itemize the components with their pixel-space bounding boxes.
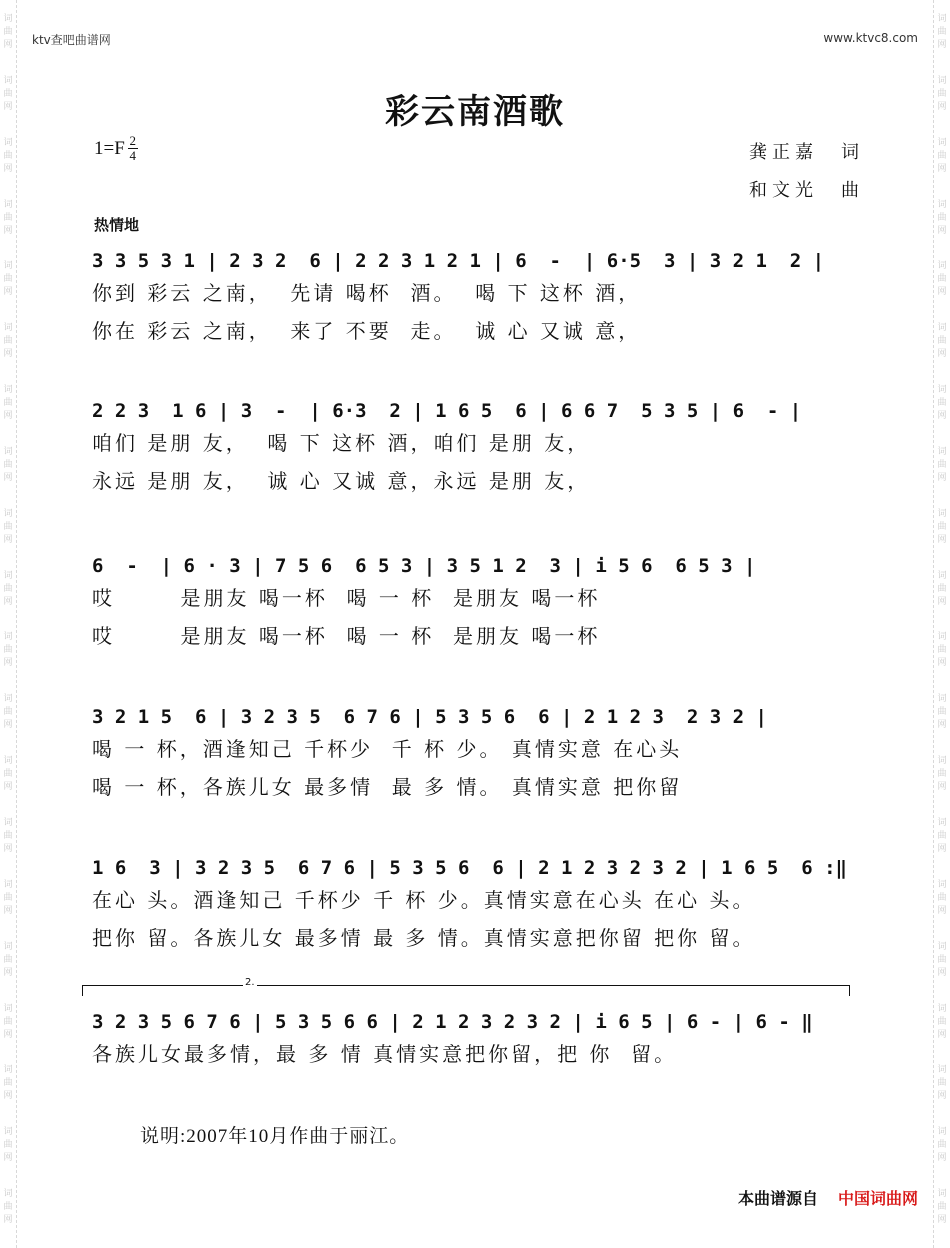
watermark-glyph: 曲 — [937, 645, 947, 656]
watermark-glyph: 网 — [3, 349, 13, 360]
watermark-glyph: 网 — [3, 225, 13, 236]
watermark-glyph: 词 — [3, 137, 13, 148]
watermark-glyph: 词 — [937, 137, 947, 148]
watermark-glyph: 词 — [3, 1003, 13, 1014]
melody-line: 3 2 1 5 6 | 3 2 3 5 6 7 6 | 5 3 5 6 6 | 2 1 2 3 2 3 2 | — [92, 706, 767, 728]
watermark-glyph: 曲 — [3, 1078, 13, 1089]
lyric-verse-2: 喝 一 杯，各族儿女 最多情 最 多 情。 真情实意 把你留 — [92, 774, 683, 799]
watermark-glyph: 曲 — [3, 1016, 13, 1027]
watermark-glyph: 词 — [937, 941, 947, 952]
watermark-glyph: 曲 — [3, 150, 13, 161]
lyric-verse-1: 你到 彩云 之南， 先请 喝杯 酒。 喝 下 这杯 酒， — [92, 280, 642, 305]
lyric-verse-2: 哎 是朋友 喝一杯 喝 一 杯 是朋友 喝一杯 — [92, 623, 601, 648]
watermark-glyph: 曲 — [3, 1202, 13, 1213]
watermark-glyph: 曲 — [937, 274, 947, 285]
watermark-glyph: 曲 — [3, 892, 13, 903]
watermark-glyph: 词 — [3, 323, 13, 334]
watermark-glyph: 词 — [3, 261, 13, 272]
watermark-glyph: 词 — [3, 941, 13, 952]
watermark-glyph: 词 — [3, 817, 13, 828]
watermark-glyph: 曲 — [3, 645, 13, 656]
watermark-glyph: 词 — [937, 632, 947, 643]
lyricist-credit: 龚正嘉 词 — [749, 142, 864, 162]
time-denominator: 4 — [129, 148, 137, 163]
watermark-glyph: 网 — [3, 967, 13, 978]
watermark-glyph: 曲 — [3, 521, 13, 532]
lyric-verse-2: 你在 彩云 之南， 来了 不要 走。 诚 心 又诚 意， — [92, 318, 642, 343]
watermark-glyph: 网 — [3, 658, 13, 669]
watermark-glyph: 网 — [937, 1029, 947, 1040]
key-signature — [94, 134, 138, 163]
watermark-glyph: 曲 — [3, 212, 13, 223]
watermark-glyph: 曲 — [937, 1140, 947, 1151]
lyric-verse-1: 在心 头。酒逢知己 千杯少 千 杯 少。真情实意在心头 在心 头。 — [92, 887, 756, 912]
watermark-glyph: 曲 — [937, 1016, 947, 1027]
watermark-glyph: 网 — [3, 1091, 13, 1102]
watermark-glyph: 曲 — [937, 583, 947, 594]
watermark-glyph: 词 — [3, 1189, 13, 1200]
song-title: 彩云南酒歌 — [385, 92, 565, 132]
watermark-glyph: 曲 — [3, 274, 13, 285]
watermark-glyph: 网 — [3, 905, 13, 916]
watermark-glyph: 曲 — [3, 398, 13, 409]
lyric-verse-1: 咱们 是朋 友， 喝 下 这杯 酒，咱们 是朋 友， — [92, 430, 591, 455]
header-site-left[interactable]: ktv查吧曲谱网 — [32, 33, 111, 47]
melody-line: 2 2 3 1 6 | 3 - | 6·3 2 | 1 6 5 6 | 6 6 7 5 3 5 | 6 - | — [92, 400, 802, 422]
watermark-glyph: 网 — [937, 658, 947, 669]
watermark-glyph: 词 — [937, 756, 947, 767]
time-numerator: 2 — [129, 133, 137, 148]
watermark-glyph: 曲 — [937, 830, 947, 841]
footer-site-link[interactable]: 中国词曲网 — [837, 1189, 918, 1208]
watermark-glyph: 曲 — [937, 27, 947, 37]
watermark-glyph: 网 — [937, 1153, 947, 1164]
watermark-glyph: 网 — [937, 967, 947, 978]
watermark-glyph: 曲 — [3, 583, 13, 594]
lyric-verse-2: 把你 留。各族儿女 最多情 最 多 情。真情实意把你留 把你 留。 — [92, 925, 756, 950]
watermark-glyph: 曲 — [937, 398, 947, 409]
watermark-glyph: 词 — [3, 1065, 13, 1076]
watermark-glyph: 网 — [937, 1091, 947, 1102]
watermark-glyph: 曲 — [937, 892, 947, 903]
watermark-glyph: 词 — [3, 385, 13, 396]
watermark-glyph: 曲 — [3, 830, 13, 841]
watermark-glyph: 网 — [3, 1153, 13, 1164]
score-system-1 — [92, 238, 862, 348]
melody-line: 1 6 3 | 3 2 3 5 6 7 6 | 5 3 5 6 6 | 2 1 2 3 2 3 2 | 1 6 5 6 :‖ — [92, 857, 847, 879]
watermark-glyph: 词 — [937, 323, 947, 334]
watermark-glyph: 网 — [937, 472, 947, 483]
score-system-5 — [92, 845, 862, 955]
watermark-glyph: 曲 — [937, 707, 947, 718]
header-site-right[interactable]: www.ktvc8.com — [823, 31, 918, 45]
watermark-glyph: 网 — [3, 843, 13, 854]
watermark-glyph: 词 — [937, 879, 947, 890]
volta-label: 2. — [245, 977, 255, 988]
watermark-glyph: 曲 — [3, 88, 13, 99]
watermark-glyph: 词 — [937, 75, 947, 86]
watermark-glyph: 网 — [3, 534, 13, 545]
watermark-glyph: 网 — [3, 287, 13, 298]
watermark-glyph: 网 — [937, 101, 947, 112]
key-label: 1=F — [94, 137, 125, 159]
watermark-glyph: 词 — [937, 14, 947, 24]
watermark-glyph: 词 — [3, 446, 13, 457]
watermark-glyph: 词 — [937, 385, 947, 396]
watermark-glyph: 网 — [3, 782, 13, 793]
composition-note: 说明:2007年10月作曲于丽江。 — [140, 1126, 410, 1147]
score-system-4 — [92, 694, 862, 804]
melody-line: 3 2 3 5 6 7 6 | 5 3 5 6 6 | 2 1 2 3 2 3 2 | i 6 5 | 6 - | 6 - ‖ — [92, 1011, 813, 1033]
watermark-glyph: 词 — [937, 1127, 947, 1138]
watermark-glyph: 词 — [937, 446, 947, 457]
watermark-glyph: 曲 — [937, 150, 947, 161]
watermark-glyph: 网 — [3, 163, 13, 174]
watermark-glyph: 网 — [3, 101, 13, 112]
watermark-glyph: 曲 — [3, 954, 13, 965]
watermark-glyph: 词 — [937, 1065, 947, 1076]
watermark-glyph: 词 — [3, 199, 13, 210]
right-watermark-strip — [933, 0, 950, 1248]
score-system-3 — [92, 543, 862, 653]
watermark-glyph: 网 — [937, 782, 947, 793]
watermark-glyph: 曲 — [3, 336, 13, 347]
tempo-marking: 热情地 — [94, 216, 140, 234]
watermark-glyph: 词 — [937, 570, 947, 581]
watermark-glyph: 曲 — [3, 27, 13, 37]
lyric-verse-2: 永远 是朋 友， 诚 心 又诚 意，永远 是朋 友， — [92, 468, 591, 493]
time-signature — [128, 134, 138, 163]
watermark-glyph: 词 — [937, 508, 947, 519]
watermark-glyph: 词 — [937, 1003, 947, 1014]
watermark-glyph: 网 — [3, 596, 13, 607]
watermark-glyph: 网 — [937, 163, 947, 174]
left-watermark-strip — [0, 0, 17, 1248]
watermark-glyph: 词 — [3, 1127, 13, 1138]
watermark-glyph: 曲 — [937, 1078, 947, 1089]
watermark-glyph: 词 — [3, 14, 13, 24]
watermark-glyph: 网 — [937, 1215, 947, 1226]
composer-credit: 和文光 曲 — [749, 180, 864, 200]
watermark-glyph: 网 — [3, 1029, 13, 1040]
watermark-glyph: 网 — [3, 720, 13, 731]
score-system-2 — [92, 388, 862, 498]
watermark-glyph: 曲 — [937, 459, 947, 470]
watermark-glyph: 网 — [937, 843, 947, 854]
score-system-6 — [92, 999, 862, 1071]
watermark-glyph: 网 — [3, 1215, 13, 1226]
watermark-glyph: 网 — [937, 225, 947, 236]
footer-credit — [738, 1186, 918, 1209]
footer-source-label: 本曲谱源自 — [737, 1189, 818, 1208]
lyric-verse-1: 各族儿女最多情，最 多 情 真情实意把你留，把 你 留。 — [92, 1041, 678, 1066]
watermark-glyph: 网 — [937, 720, 947, 731]
lyric-verse-1: 哎 是朋友 喝一杯 喝 一 杯 是朋友 喝一杯 — [92, 585, 601, 610]
watermark-glyph: 词 — [3, 756, 13, 767]
watermark-glyph: 词 — [3, 570, 13, 581]
watermark-glyph: 网 — [937, 411, 947, 422]
watermark-glyph: 曲 — [3, 1140, 13, 1151]
watermark-glyph: 词 — [937, 1189, 947, 1200]
watermark-glyph: 网 — [3, 472, 13, 483]
watermark-glyph: 词 — [937, 817, 947, 828]
watermark-glyph: 曲 — [937, 88, 947, 99]
melody-line: 6 - | 6 · 3 | 7 5 6 6 5 3 | 3 5 1 2 3 | i 5 6 6 5 3 | — [92, 555, 756, 577]
watermark-glyph: 词 — [3, 694, 13, 705]
watermark-glyph: 词 — [3, 508, 13, 519]
watermark-glyph: 网 — [3, 40, 13, 50]
watermark-glyph: 词 — [937, 694, 947, 705]
watermark-glyph: 网 — [937, 287, 947, 298]
watermark-glyph: 网 — [937, 349, 947, 360]
watermark-glyph: 网 — [937, 534, 947, 545]
watermark-glyph: 词 — [3, 879, 13, 890]
watermark-glyph: 曲 — [937, 1202, 947, 1213]
watermark-glyph: 曲 — [937, 336, 947, 347]
melody-line: 3 3 5 3 1 | 2 3 2 6 | 2 2 3 1 2 1 | 6 - | 6·5 3 | 3 2 1 2 | — [92, 250, 825, 272]
lyric-verse-1: 喝 一 杯，酒逢知己 千杯少 千 杯 少。 真情实意 在心头 — [92, 736, 683, 761]
watermark-glyph: 曲 — [937, 521, 947, 532]
volta-bracket — [82, 977, 850, 996]
watermark-glyph: 曲 — [937, 954, 947, 965]
watermark-glyph: 曲 — [3, 707, 13, 718]
watermark-glyph: 网 — [937, 905, 947, 916]
watermark-glyph: 曲 — [3, 769, 13, 780]
watermark-glyph: 曲 — [937, 212, 947, 223]
watermark-glyph: 曲 — [3, 459, 13, 470]
watermark-glyph: 词 — [3, 632, 13, 643]
watermark-glyph: 曲 — [937, 769, 947, 780]
watermark-glyph: 词 — [937, 199, 947, 210]
watermark-glyph: 网 — [3, 411, 13, 422]
watermark-glyph: 词 — [937, 261, 947, 272]
watermark-glyph: 词 — [3, 75, 13, 86]
watermark-glyph: 网 — [937, 596, 947, 607]
watermark-glyph: 网 — [937, 40, 947, 50]
